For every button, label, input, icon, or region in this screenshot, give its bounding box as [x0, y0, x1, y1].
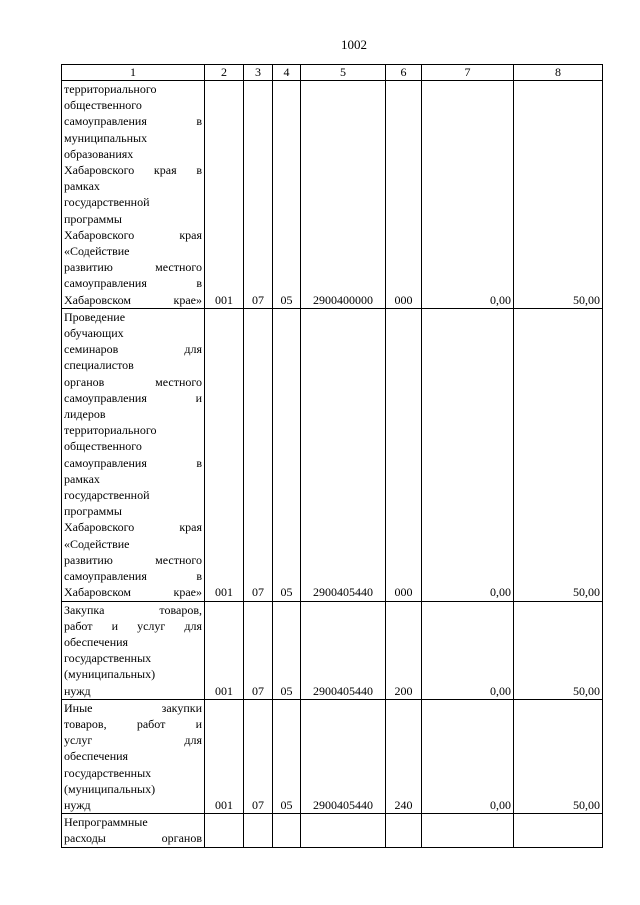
- row-cell-c5: 2900405440: [301, 601, 386, 699]
- row-name-line: органов местного: [64, 374, 202, 389]
- row-name-line: программы: [64, 504, 122, 519]
- row-cell-c3: [244, 814, 273, 847]
- row-name-line: общественного: [64, 98, 142, 113]
- table-row: [62, 814, 603, 847]
- row-name-line: Иные закупки: [64, 700, 202, 715]
- row-name-line: государственной: [64, 488, 150, 503]
- row-cell-c2: 001: [205, 81, 244, 309]
- row-cell-c7: [422, 814, 514, 847]
- row-name-cell: [62, 308, 205, 601]
- row-name-line: (муниципальных): [64, 781, 156, 796]
- row-name-line: Непрограммные: [64, 815, 148, 830]
- row-name-line: рамках: [64, 471, 100, 486]
- row-name-line: Хабаровском крае»: [64, 292, 202, 307]
- header-col-8: 8: [514, 65, 603, 81]
- row-name-line: развитию местного: [64, 260, 202, 275]
- row-cell-c6: [386, 814, 422, 847]
- row-name-line: образованиях: [64, 146, 134, 161]
- row-name-line: Хабаровском крае»: [64, 585, 202, 600]
- row-name-line: территориального: [64, 423, 157, 438]
- row-name-line: государственных: [64, 651, 152, 666]
- row-cell-c8: 50,00: [514, 699, 603, 813]
- row-cell-c6: 200: [386, 601, 422, 699]
- row-name-line: территориального: [64, 82, 157, 96]
- row-name-line: Проведение: [64, 309, 126, 324]
- row-cell-c5: 2900405440: [301, 308, 386, 601]
- row-cell-c6: 240: [386, 699, 422, 813]
- row-name-line: семинаров для: [64, 342, 202, 357]
- row-name-line: общественного: [64, 439, 142, 454]
- row-cell-c7: 0,00: [422, 699, 514, 813]
- row-cell-c8: 50,00: [514, 308, 603, 601]
- header-col-2: 2: [205, 65, 244, 81]
- row-name-cell: [62, 81, 205, 309]
- row-cell-c8: [514, 814, 603, 847]
- row-cell-c8: 50,00: [514, 601, 603, 699]
- budget-table: [61, 64, 603, 848]
- row-name-line: Хабаровского края: [64, 227, 202, 242]
- header-col-3: 3: [244, 65, 273, 81]
- row-cell-c4: 05: [273, 601, 301, 699]
- row-cell-c7: 0,00: [422, 308, 514, 601]
- row-cell-c3: 07: [244, 308, 273, 601]
- row-name-line: обучающих: [64, 326, 124, 341]
- row-name-line: специалистов: [64, 358, 134, 373]
- row-cell-c5: 2900405440: [301, 699, 386, 813]
- row-name-line: самоуправления в: [64, 114, 202, 129]
- row-name-line: обеспечения: [64, 749, 129, 764]
- row-name-line: товаров, работ и: [64, 716, 202, 731]
- row-name-line: Хабаровского края: [64, 520, 202, 535]
- row-name-line: «Содействие: [64, 536, 130, 551]
- row-name-line: самоуправления в: [64, 276, 202, 291]
- row-cell-c2: 001: [205, 699, 244, 813]
- row-name-line: самоуправления в: [64, 455, 202, 470]
- row-cell-c4: [273, 814, 301, 847]
- header-col-5: 5: [301, 65, 386, 81]
- row-cell-c2: [205, 814, 244, 847]
- row-name-line: работ и услуг для: [64, 618, 202, 633]
- row-cell-c7: 0,00: [422, 601, 514, 699]
- row-cell-c5: 2900400000: [301, 81, 386, 309]
- row-name-line: Закупка товаров,: [64, 602, 202, 617]
- row-cell-c6: 000: [386, 81, 422, 309]
- table-row: [62, 601, 603, 699]
- row-cell-c6: 000: [386, 308, 422, 601]
- row-cell-c8: 50,00: [514, 81, 603, 309]
- row-name-line: программы: [64, 211, 122, 226]
- row-cell-c3: 07: [244, 601, 273, 699]
- table-row: [62, 81, 603, 309]
- row-cell-c4: 05: [273, 699, 301, 813]
- row-cell-c3: 07: [244, 81, 273, 309]
- row-name-cell: [62, 814, 205, 847]
- row-name-line: государственных: [64, 765, 152, 780]
- row-cell-c3: 07: [244, 699, 273, 813]
- row-cell-c2: 001: [205, 308, 244, 601]
- row-cell-c4: 05: [273, 308, 301, 601]
- row-name-line: Хабаровского края в: [64, 163, 202, 178]
- row-name-line: самоуправления в: [64, 569, 202, 584]
- row-cell-c7: 0,00: [422, 81, 514, 309]
- page-number: 1002: [341, 37, 367, 52]
- row-name-line: лидеров: [64, 407, 106, 422]
- row-cell-c4: 05: [273, 81, 301, 309]
- row-name-cell: [62, 699, 205, 813]
- row-name-line: «Содействие: [64, 244, 130, 259]
- row-name-line: (муниципальных): [64, 667, 156, 682]
- row-cell-c2: 001: [205, 601, 244, 699]
- row-name-line: развитию местного: [64, 552, 202, 567]
- row-name-line: государственной: [64, 195, 150, 210]
- row-name-line: обеспечения: [64, 634, 129, 649]
- row-name-line: муниципальных: [64, 130, 148, 145]
- table-row: [62, 308, 603, 601]
- row-name-line: услуг для: [64, 733, 202, 748]
- row-name-line: рамках: [64, 179, 100, 194]
- row-name-line: расходы органов: [64, 831, 202, 846]
- header-col-1: 1: [62, 65, 205, 81]
- row-name-cell: [62, 601, 205, 699]
- header-row: [62, 65, 603, 81]
- row-name-line: нужд: [64, 797, 91, 812]
- row-name-line: нужд: [64, 683, 91, 698]
- header-col-6: 6: [386, 65, 422, 81]
- header-col-7: 7: [422, 65, 514, 81]
- row-cell-c5: [301, 814, 386, 847]
- table-row: [62, 699, 603, 813]
- table-body: [62, 81, 603, 848]
- header-col-4: 4: [273, 65, 301, 81]
- row-name-line: самоуправления и: [64, 390, 202, 405]
